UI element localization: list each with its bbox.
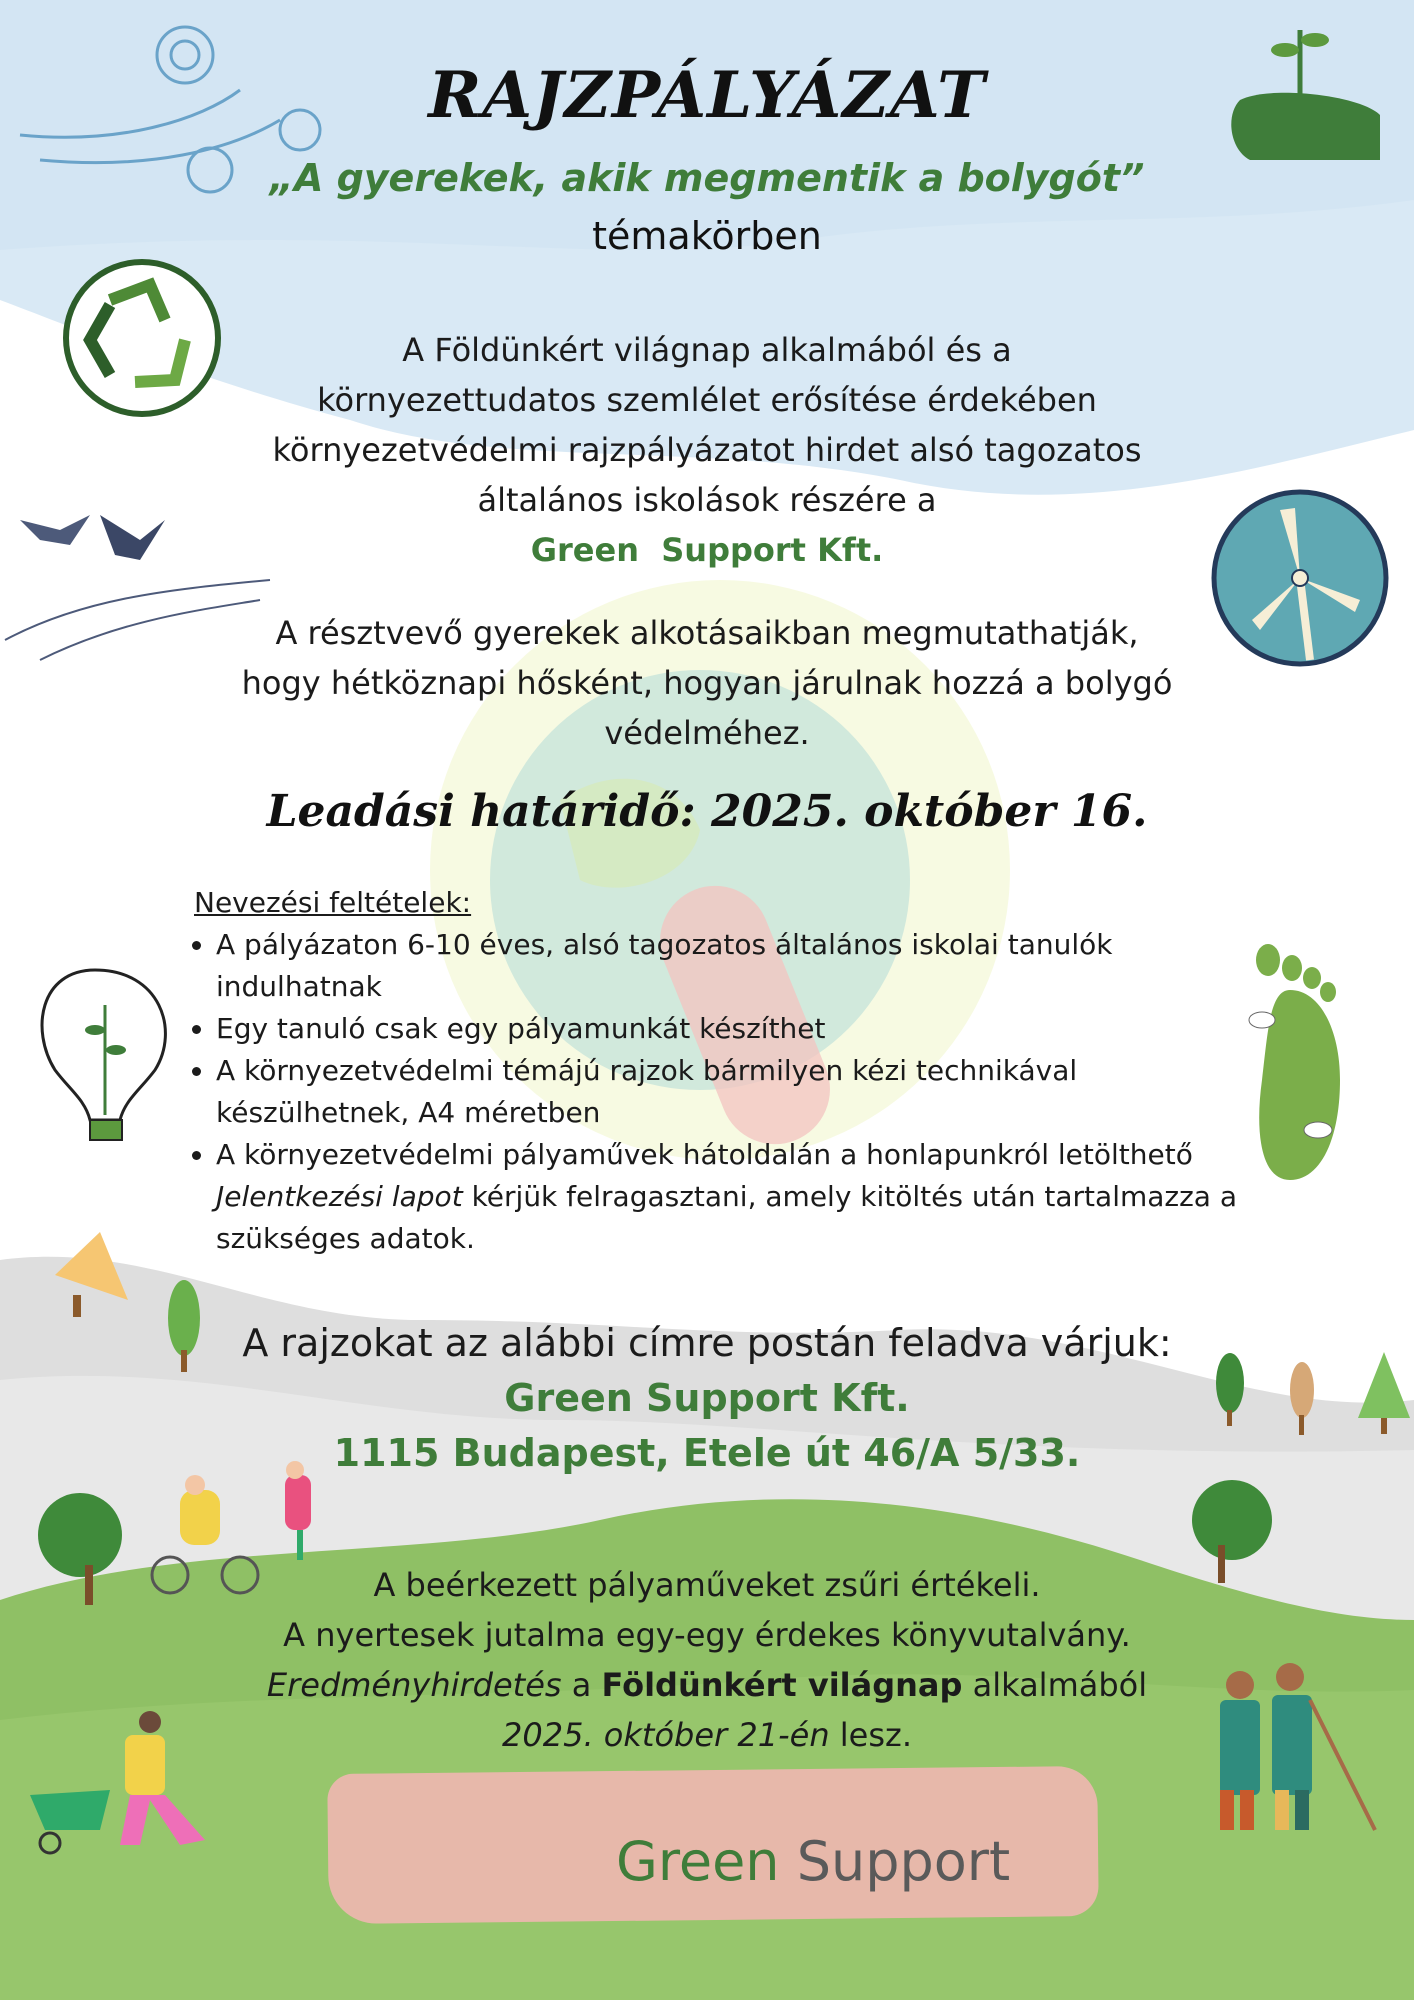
condition-item: • A környezetvédelmi témájú rajzok bármilyen kézi technikával készülhetnek, A4 méretben: [216, 1050, 1252, 1134]
condition-item: [216, 1134, 1252, 1260]
results-line: [0, 1660, 1414, 1710]
postal-address: [0, 1316, 1414, 1481]
address-company: Green Support Kft.: [504, 1376, 910, 1420]
application-form-label: Jelentkezési lapot: [216, 1180, 463, 1213]
logo-word-support: Support: [796, 1830, 1011, 1893]
participants-line: hogy hétköznapi hősként, hogyan járulnak hozzá a bolygó: [241, 664, 1173, 702]
results-word: lesz.: [839, 1716, 912, 1754]
participants-line: védelméhez.: [604, 714, 810, 752]
results-line: A beérkezett pályaműveket zsűri értékeli.: [373, 1566, 1041, 1604]
intro-paragraph: [0, 325, 1414, 575]
intro-line: környezetvédelmi rajzpályázatot hirdet alsó tagozatos: [272, 431, 1142, 469]
logo-word-green: Green: [616, 1830, 780, 1893]
conditions-list: [172, 924, 1252, 1260]
lightbulb-icon: [42, 970, 165, 1140]
earth-day-name: Földünkért világnap: [601, 1666, 963, 1704]
condition-item-text: kérjük felragasztani, amely kitöltés után tartalmazza a szükséges adatok.: [216, 1180, 1238, 1255]
results-line: A nyertesek jutalma egy-egy érdekes könyvutalvány.: [283, 1616, 1131, 1654]
green-support-logo-text: [616, 1830, 1010, 1893]
condition-item-text: A környezetvédelmi pályaművek hátoldalán a honlapunkról letölthető: [216, 1138, 1193, 1171]
results-line: [0, 1710, 1414, 1760]
intro-line: A Földünkért világnap alkalmából és a: [402, 331, 1012, 369]
deadline-heading: Leadási határidő: 2025. október 16.: [266, 786, 1148, 837]
condition-item: • Egy tanuló csak egy pályamunkát készíthet: [216, 1008, 1252, 1050]
participants-line: A résztvevő gyerekek alkotásaikban megmutathatják,: [275, 614, 1139, 652]
results-announcement: Eredményhirdetés: [266, 1666, 562, 1704]
results-paragraph: [0, 1560, 1414, 1760]
address-street: 1115 Budapest, Etele út 46/A 5/33.: [333, 1431, 1081, 1475]
entry-conditions: [172, 882, 1252, 1260]
address-intro: A rajzokat az alábbi címre postán feladva várjuk:: [242, 1321, 1172, 1365]
intro-line: környezettudatos szemlélet erősítése érdekében: [317, 381, 1097, 419]
results-word: a: [571, 1666, 592, 1704]
intro-company: Green Support Kft.: [530, 531, 884, 569]
results-word: alkalmából: [972, 1666, 1148, 1704]
green-footprint-icon: [1249, 944, 1340, 1180]
conditions-title: Nevezési feltételek:: [194, 886, 472, 919]
poster-title: RAJZPÁLYÁZAT: [428, 58, 986, 133]
intro-line: általános iskolások részére a: [477, 481, 937, 519]
poster-subtitle-topic: témakörben: [592, 214, 822, 258]
poster-subtitle: „A gyerekek, akik megmentik a bolygót”: [269, 156, 1145, 200]
results-date: 2025. október 21-én: [502, 1716, 830, 1754]
participants-paragraph: [0, 608, 1414, 758]
condition-item: • A pályázaton 6-10 éves, alsó tagozatos általános iskolai tanulók indulhatnak: [216, 924, 1252, 1008]
